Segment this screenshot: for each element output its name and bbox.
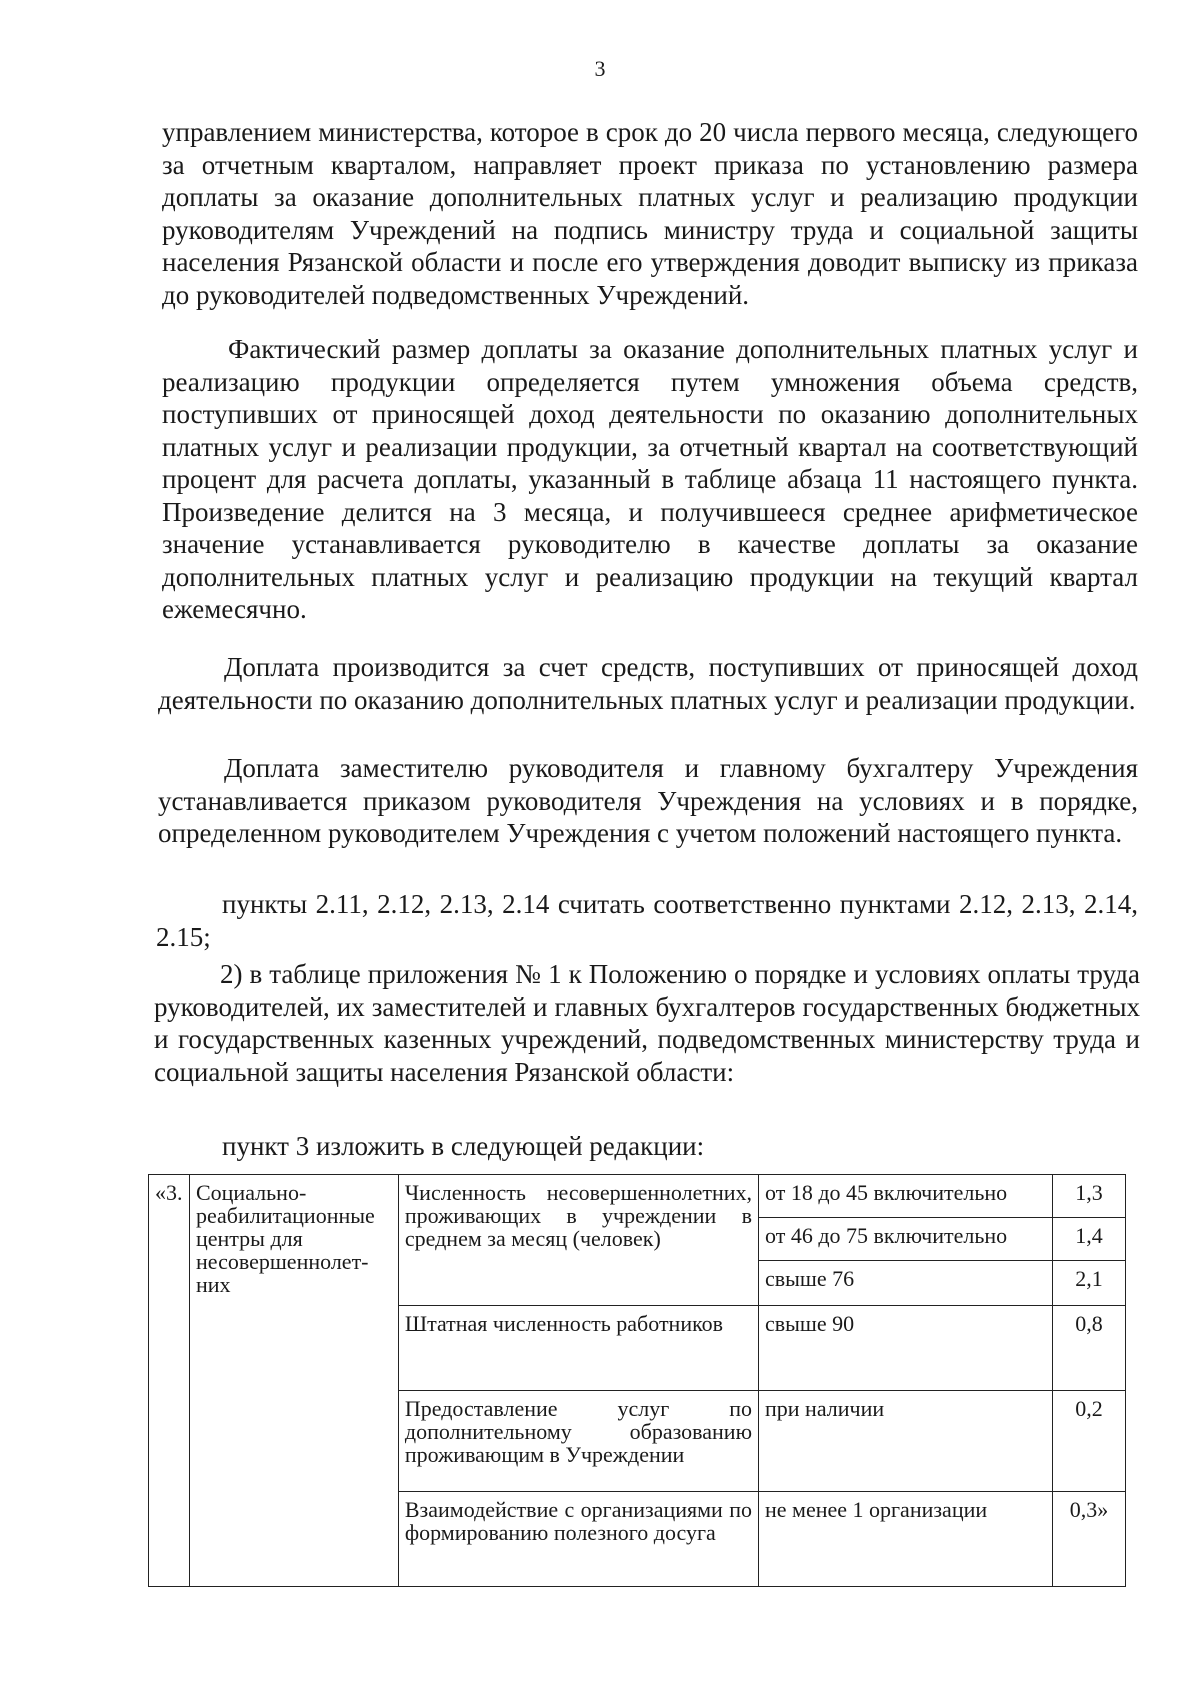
institution-type: Социально-реабилитационные центры для несовершеннолет-них — [189, 1175, 398, 1587]
coefficient-cell: 1,3 — [1053, 1175, 1126, 1218]
condition-cell: свыше 76 — [759, 1261, 1053, 1306]
paragraph-5: пункты 2.11, 2.12, 2.13, 2.14 считать соответственно пунктами 2.12, 2.13, 2.14, 2.15; — [156, 889, 1138, 952]
coefficient-cell: 0,2 — [1053, 1391, 1126, 1492]
item-number: «3. — [149, 1175, 190, 1587]
condition-cell: не менее 1 организации — [759, 1492, 1053, 1587]
condition-cell: свыше 90 — [759, 1306, 1053, 1391]
coefficient-cell: 1,4 — [1053, 1218, 1126, 1261]
condition-cell: при наличии — [759, 1391, 1053, 1492]
paragraph-6: 2) в таблице приложения № 1 к Положению о порядке и условиях оплаты труда руководителей, их заместителей и главных бухгалтеров государственных бюджетных и государственных казенных учреждений, подведомственных министерству труда и социальной защиты населения Рязанской области: — [154, 959, 1140, 1087]
condition-cell: от 46 до 75 включительно — [759, 1218, 1053, 1261]
table-row — [149, 1175, 1126, 1218]
paragraph-1: управлением министерства, которое в срок до 20 числа первого месяца, следующего за отчетным кварталом, направляет проект приказа по установлению размера доплаты за оказание дополнительных платных услуг и реализацию продукции руководителям Учреждений на подпись министру труда и социальной защиты населения Рязанской области и после его утверждения доводит выписку из приказа до руководителей подведомственных Учреждений. — [162, 117, 1138, 310]
coefficient-cell: 0,3» — [1053, 1492, 1126, 1587]
paragraph-4: Доплата заместителю руководителя и главному бухгалтеру Учреждения устанавливается приказом руководителя Учреждения на условиях и в порядке, определенном руководителем Учреждения с учетом положений настоящего пункта. — [158, 753, 1138, 848]
criteria-table — [148, 1174, 1126, 1587]
condition-cell: от 18 до 45 включительно — [759, 1175, 1053, 1218]
paragraph-2: Фактический размер доплаты за оказание дополнительных платных услуг и реализацию продукции определяется путем умножения объема средств, поступивших от приносящей доход деятельности по оказанию дополнительных платных услуг и реализации продукции, за отчетный квартал на соответствующий процент для расчета доплаты, указанный в таблице абзаца 11 настоящего пункта. Произведение делится на 3 месяца, и получившееся среднее арифметическое значение устанавливается руководителю в качестве доплаты за оказание дополнительных платных услуг и реализацию продукции на текущий квартал ежемесячно. — [162, 334, 1138, 624]
criterion-cell: Взаимодействие с организациями по формированию полезного досуга — [398, 1492, 758, 1587]
criterion-cell: Предоставление услуг по дополнительному образованию проживающим в Учреждении — [398, 1391, 758, 1492]
paragraph-7: пункт 3 изложить в следующей редакции: — [222, 1131, 705, 1161]
paragraph-3: Доплата производится за счет средств, поступивших от приносящей доход деятельности по оказанию дополнительных платных услуг и реализации продукции. — [158, 652, 1138, 715]
page-number: 3 — [594, 56, 606, 81]
coefficient-cell: 0,8 — [1053, 1306, 1126, 1391]
criterion-cell: Штатная численность работников — [398, 1306, 758, 1391]
coefficient-cell: 2,1 — [1053, 1261, 1126, 1306]
criterion-cell: Численность несовершеннолетних, проживающих в учреждении в среднем за месяц (человек) — [398, 1175, 758, 1306]
